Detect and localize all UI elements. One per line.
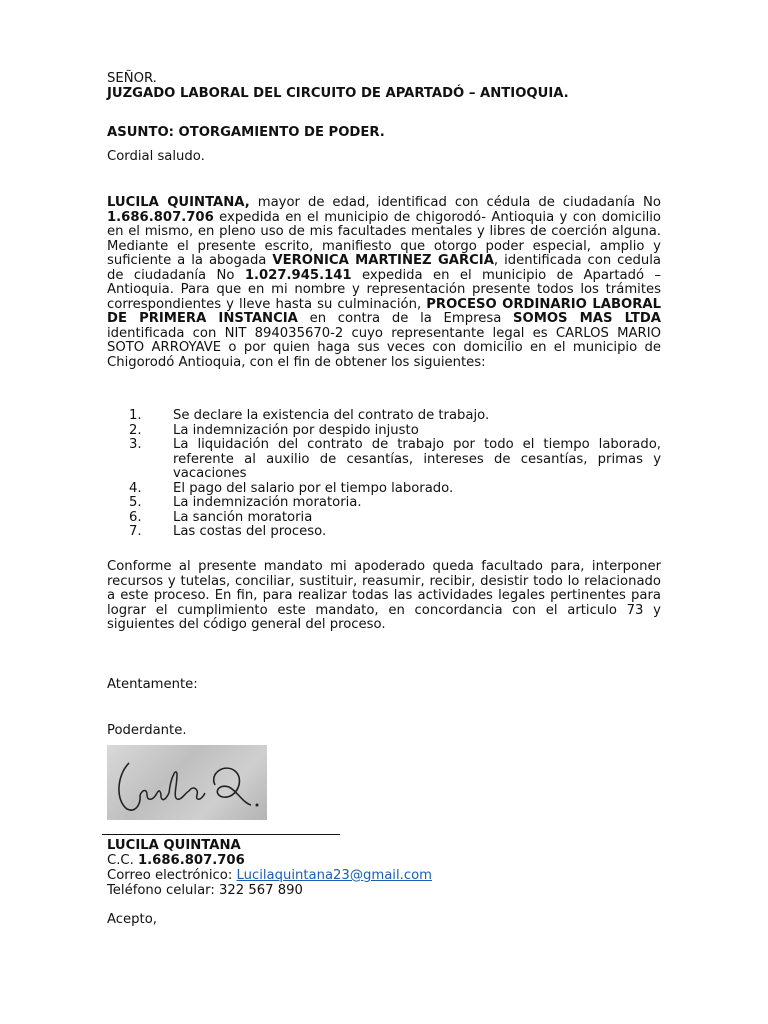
body-text-1: mayor de edad, identificad con cédula de ciudadanía No xyxy=(249,195,661,210)
body-text-5: en contra de la Empresa xyxy=(297,311,514,326)
court-name: JUZGADO LABORAL DEL CIRCUITO DE APARTADÓ – ANTIOQUIA. xyxy=(107,86,569,101)
attorney-name: VERONICA MARTINEZ GARCIA xyxy=(272,253,494,268)
greeting: Cordial saludo. xyxy=(107,149,205,164)
list-item: 5. La indemnización moratoria. xyxy=(129,495,362,510)
signer-label: Poderdante. xyxy=(107,723,187,738)
signer-id: C.C. 1.686.807.706 xyxy=(107,853,245,868)
signature-image xyxy=(107,745,267,820)
signer-phone: Teléfono celular: 322 567 890 xyxy=(107,883,303,898)
process-type: PROCESO ORDINARIO LABORAL DE PRIMERA INSTANCIA xyxy=(107,296,661,326)
closing: Atentamente: xyxy=(107,677,198,692)
claims-list xyxy=(107,409,661,540)
company-name: SOMOS MAS LTDA xyxy=(513,311,661,326)
list-item: 6. La sanción moratoria xyxy=(129,509,313,525)
list-item: 4. El pago del salario por el tiempo laborado. xyxy=(129,480,454,496)
body-text-4: expedida en el municipio de Apartadó – Antioquia. Para que en mi nombre y representación presente todos los trámites correspondientes y lleve hasta su culminación, xyxy=(107,267,661,312)
main-paragraph xyxy=(107,196,661,370)
signer-name: LUCILA QUINTANA xyxy=(107,838,241,853)
body-text-2: expedida en el municipio de chigorodó- Antioquia y con domicilio en el mismo, en pleno uso de mis facultades mentales y libres de coerción alguna. Mediante el presente escrito, manifiesto que otorgo poder especial, amplio y suficiente a la abogada xyxy=(107,209,661,268)
accept-line: Acepto, xyxy=(107,912,157,927)
list-item: 2. La indemnización por despido injusto xyxy=(129,422,419,438)
signer-email: Correo electrónico: Lucilaquintana23@gmail.com xyxy=(107,868,432,883)
grantor-id: 1.686.807.706 xyxy=(107,209,214,225)
list-item: 3. La liquidación del contrato de trabajo por todo el tiempo laborado, referente al auxilio de cesantías, intereses de cesantías, primas y vacaciones xyxy=(129,437,661,481)
email-link[interactable]: Lucilaquintana23@gmail.com xyxy=(236,868,432,883)
list-item: 1. Se declare la existencia del contrato de trabajo. xyxy=(129,408,490,423)
list-item: 7. Las costas del proceso. xyxy=(129,524,327,539)
signature-line xyxy=(102,834,340,835)
attorney-id: 1.027.945.141 xyxy=(244,267,352,283)
addressee-title: SEÑOR. xyxy=(107,71,157,86)
body-text-3: , identificada con cedula de ciudadanía No xyxy=(107,253,661,283)
mandate-paragraph: Conforme al presente mandato mi apoderado queda facultado para, interponer recursos y tutelas, conciliar, sustituir, reasumir, recibir, desistir todo lo relacionado a este proceso. En fin, para realizar todas las actividades legales pertinentes para lograr el cumplimiento este mandato, en concordancia con el articulo 73 y siguientes del código general del proceso. xyxy=(107,559,661,632)
body-text-6: identificada con NIT 894035670-2 cuyo representante legal es CARLOS MARIO SOTO ARROYAVE o por quien haga sus veces con domicilio en el municipio de Chigorodó Antioquia, con el fin de obtener los siguientes: xyxy=(107,325,661,370)
handwritten-signature xyxy=(107,745,267,820)
subject-line: ASUNTO: OTORGAMIENTO DE PODER. xyxy=(107,125,385,140)
grantor-name: LUCILA QUINTANA, xyxy=(107,195,250,210)
